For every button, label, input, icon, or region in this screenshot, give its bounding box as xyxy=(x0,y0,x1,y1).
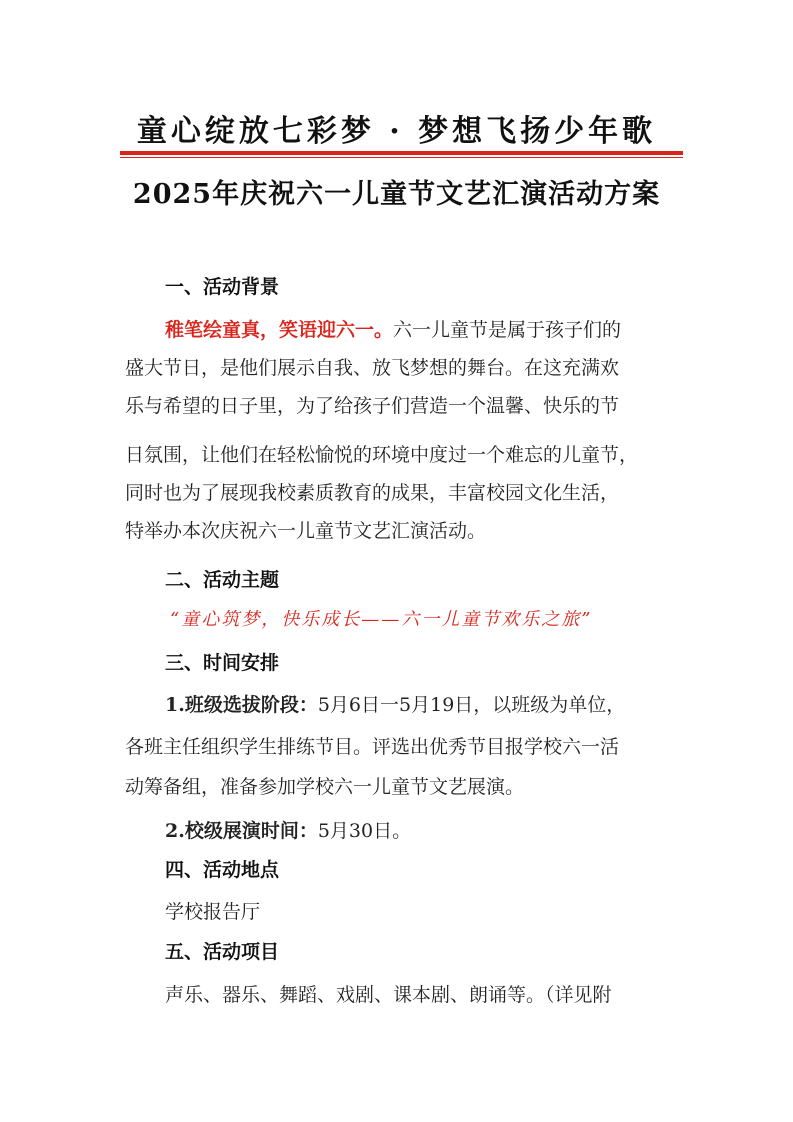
document-title: 2025年庆祝六一儿童节文艺汇演活动方案 xyxy=(132,179,661,210)
section-heading-items: 五、活动项目 xyxy=(165,941,280,963)
location-text: 学校报告厅 xyxy=(165,901,261,923)
schedule-item-2-label: 2.校级展演时间： xyxy=(165,820,318,842)
schedule-item-1 xyxy=(165,690,625,717)
section-heading-background: 一、活动背景 xyxy=(165,276,280,298)
schedule-item-2 xyxy=(165,816,411,843)
banner-rule-thin xyxy=(120,157,683,158)
background-line-5: 同时也为了展现我校素质教育的成果，丰富校园文化生活， xyxy=(125,482,620,504)
banner-rule-thick xyxy=(120,151,683,155)
banner-slogan: 童心绽放七彩梦 · 梦想飞扬少年歌 xyxy=(136,114,657,149)
schedule-item-2-text: 5月30日。 xyxy=(317,820,412,842)
background-line-1: 六一儿童节是属于孩子们的 xyxy=(393,319,622,341)
theme-text: “童心筑梦，快乐成长——六一儿童节欢乐之旅” xyxy=(170,609,593,630)
items-text: 声乐、器乐、舞蹈、戏剧、课本剧、朗诵等。（详见附 xyxy=(165,984,612,1006)
schedule-item-1-line-1: 5月6日一5月19日，以班级为单位， xyxy=(317,694,626,716)
background-lead: 稚笔绘童真，笑语迎六一。 xyxy=(165,319,394,341)
background-line-4: 日氛围，让他们在轻松愉悦的环境中度过一个难忘的儿童节， xyxy=(125,444,639,466)
background-line-2: 盛大节日，是他们展示自我、放飞梦想的舞台。在这充满欢 xyxy=(125,357,620,379)
section-heading-theme: 二、活动主题 xyxy=(165,569,280,591)
section-heading-schedule: 三、时间安排 xyxy=(165,652,280,674)
schedule-item-1-line-2: 各班主任组织学生排练节目。评选出优秀节目报学校六一活 xyxy=(125,736,620,758)
schedule-item-1-line-3: 动筹备组，准备参加学校六一儿童节文艺展演。 xyxy=(125,776,525,798)
background-line-6: 特举办本次庆祝六一儿童节文艺汇演活动。 xyxy=(125,520,487,542)
schedule-item-1-label: 1.班级选拔阶段： xyxy=(165,694,318,716)
background-line-3: 乐与希望的日子里，为了给孩子们营造一个温馨、快乐的节 xyxy=(125,395,620,417)
background-first-line xyxy=(165,315,621,342)
section-heading-location: 四、活动地点 xyxy=(165,859,280,881)
